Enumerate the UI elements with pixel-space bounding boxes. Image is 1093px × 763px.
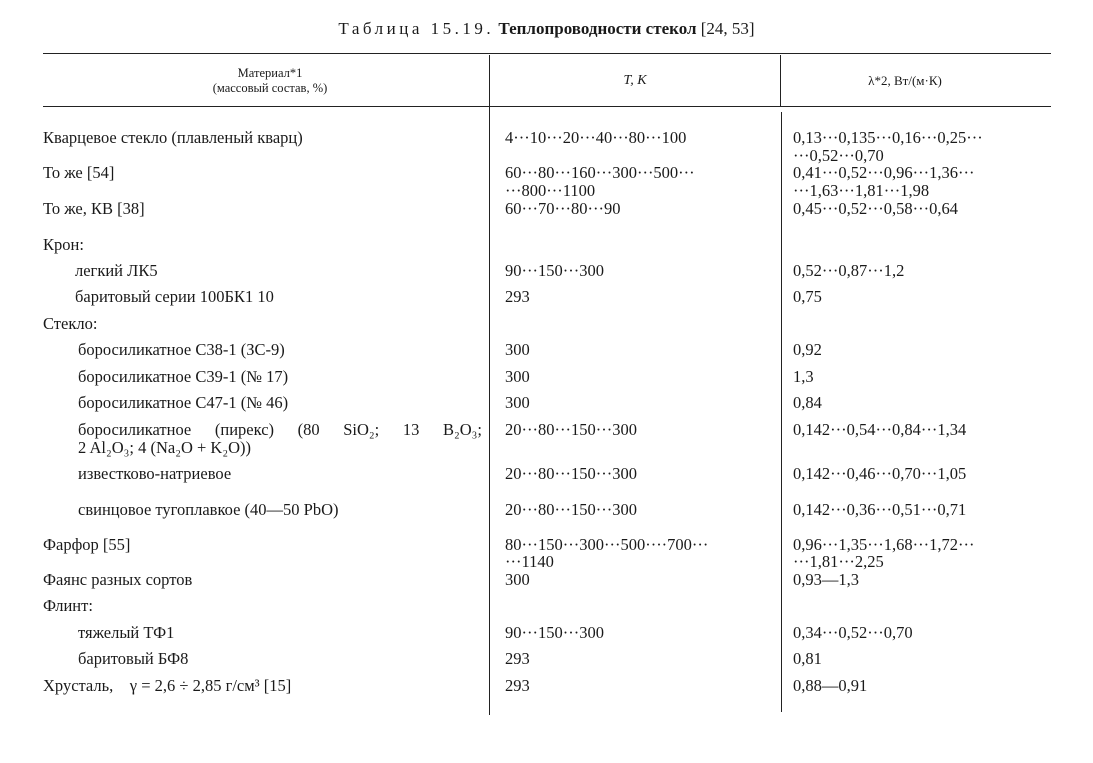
row-temperature: 4···10···20···40···80···100 xyxy=(505,128,687,147)
row-lambda-cont: ···0,52···0,70 xyxy=(793,146,884,165)
header-bottom-rule xyxy=(43,106,1051,107)
row-temperature: 293 xyxy=(505,287,530,306)
row-temperature: 60···80···160···300···500··· xyxy=(505,163,695,182)
group-heading-flint: Флинт: xyxy=(43,596,93,615)
row-material: свинцовое тугоплавкое (40—50 PbO) xyxy=(78,500,339,519)
header-temperature: T, К xyxy=(623,73,647,88)
header-material xyxy=(120,66,420,96)
row-lambda: 0,142···0,54···0,84···1,34 xyxy=(793,420,967,439)
row-lambda-cont: ···1,81···2,25 xyxy=(793,552,884,571)
row-material: боросиликатное С47-1 (№ 46) xyxy=(78,393,289,412)
row-lambda: 0,34···0,52···0,70 xyxy=(793,623,913,642)
row-temperature-cont: ···800···1100 xyxy=(505,181,596,200)
row-temperature: 300 xyxy=(505,340,530,359)
header-material-line2: (массовый состав, %) xyxy=(212,81,328,95)
column-divider-2 xyxy=(781,112,782,712)
row-temperature: 20···80···150···300 xyxy=(505,500,637,519)
row-lambda: 0,96···1,35···1,68···1,72··· xyxy=(793,535,975,554)
row-material: То же [54] xyxy=(43,163,115,182)
row-material: боросиликатное (пирекс) (80 SiO₂; 13 B₂O₃; xyxy=(78,420,482,439)
row-lambda-cont: ···1,63···1,81···1,98 xyxy=(793,181,930,200)
row-material: баритовый БФ8 xyxy=(78,649,189,668)
row-material: боросиликатное С39-1 (№ 17) xyxy=(78,367,289,386)
row-lambda: 0,88—0,91 xyxy=(793,676,868,695)
table-top-rule xyxy=(43,53,1051,54)
row-material: известково-натриевое xyxy=(78,464,232,483)
row-material: Фаянс разных сортов xyxy=(43,570,193,589)
row-lambda: 0,41···0,52···0,96···1,36··· xyxy=(793,163,975,182)
row-material: боросиликатное С38-1 (ЗС-9) xyxy=(78,340,285,359)
row-material: Хрусталь, γ = 2,6 ÷ 2,85 г/см³ [15] xyxy=(43,676,292,695)
row-temperature: 300 xyxy=(505,367,530,386)
row-temperature: 300 xyxy=(505,570,530,589)
row-temperature: 293 xyxy=(505,676,530,695)
row-temperature: 20···80···150···300 xyxy=(505,420,637,439)
header-material-line1: Материал*1 xyxy=(237,66,303,80)
row-lambda: 0,84 xyxy=(793,393,822,412)
row-lambda: 1,3 xyxy=(793,367,814,386)
row-temperature: 80···150···300···500····700··· xyxy=(505,535,709,554)
row-material: тяжелый ТФ1 xyxy=(78,623,175,642)
caption-label: Таблица 15.19. xyxy=(338,19,495,38)
row-temperature: 60···70···80···90 xyxy=(505,199,621,218)
group-heading-steklo: Стекло: xyxy=(43,314,98,333)
row-temperature: 90···150···300 xyxy=(505,623,604,642)
row-material: легкий ЛК5 xyxy=(75,261,158,280)
row-lambda: 0,142···0,36···0,51···0,71 xyxy=(793,500,967,519)
caption-title: Теплопроводности стекол xyxy=(498,19,697,38)
row-lambda: 0,92 xyxy=(793,340,822,359)
row-material-cont: 2 Al₂O₃; 4 (Na₂O + K₂O)) xyxy=(78,438,252,457)
row-lambda: 0,13···0,135···0,16···0,25··· xyxy=(793,128,983,147)
group-heading-kron: Крон: xyxy=(43,235,84,254)
row-material: баритовый серии 100БК1 10 xyxy=(75,287,274,306)
row-temperature: 293 xyxy=(505,649,530,668)
caption-ref: [24, 53] xyxy=(700,19,755,38)
row-lambda: 0,45···0,52···0,58···0,64 xyxy=(793,199,958,218)
column-divider-1 xyxy=(489,55,490,715)
row-temperature: 300 xyxy=(505,393,530,412)
table-caption xyxy=(0,19,1093,39)
column-divider-2-header xyxy=(780,55,781,107)
row-material: Фарфор [55] xyxy=(43,535,131,554)
row-temperature: 90···150···300 xyxy=(505,261,604,280)
header-conductivity: λ*2, Вт/(м·К) xyxy=(868,73,942,88)
row-material: То же, КВ [38] xyxy=(43,199,145,218)
row-lambda: 0,142···0,46···0,70···1,05 xyxy=(793,464,967,483)
row-temperature-cont: ···1140 xyxy=(505,552,554,571)
row-lambda: 0,52···0,87···1,2 xyxy=(793,261,905,280)
row-lambda: 0,93—1,3 xyxy=(793,570,859,589)
row-temperature: 20···80···150···300 xyxy=(505,464,637,483)
row-lambda: 0,75 xyxy=(793,287,822,306)
row-lambda: 0,81 xyxy=(793,649,822,668)
row-material: Кварцевое стекло (плавленый кварц) xyxy=(43,128,303,147)
